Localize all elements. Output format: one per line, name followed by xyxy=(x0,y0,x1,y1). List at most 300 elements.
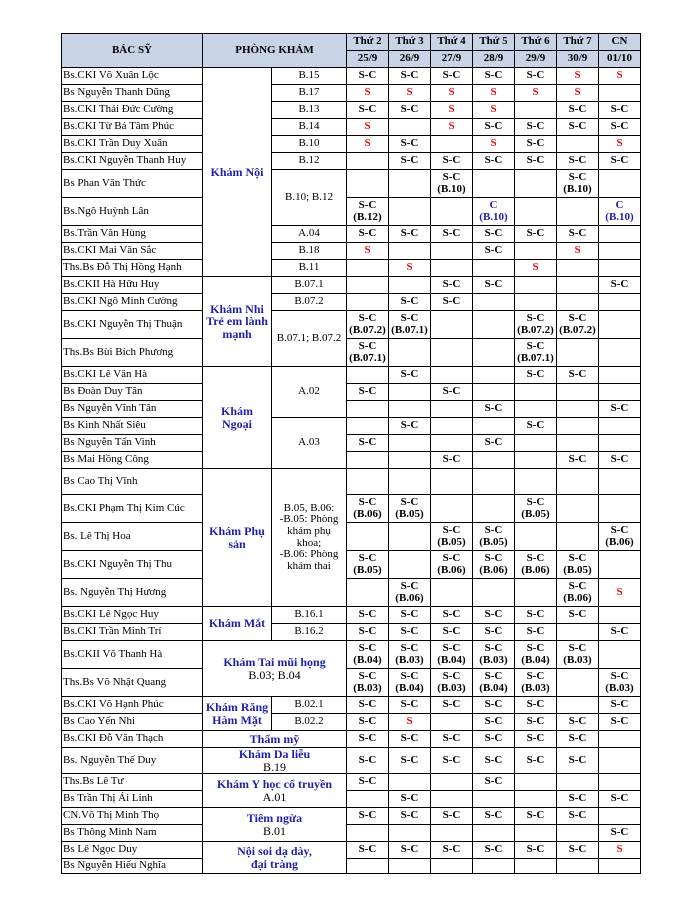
doctor-name: Bs.CKI Nguyễn Thị Thu xyxy=(62,551,203,579)
shift-cell xyxy=(599,523,641,551)
doctor-name: Bs.CKI Đỗ Văn Thạch xyxy=(62,731,203,748)
shift-cell xyxy=(347,495,389,523)
shift-cell xyxy=(431,294,473,311)
day-date: 28/9 xyxy=(473,51,515,68)
room-number xyxy=(272,367,347,418)
room-number xyxy=(272,277,347,294)
department-name: Thẩm mỹ xyxy=(249,731,300,746)
shift-cell xyxy=(347,791,389,808)
table-row xyxy=(62,102,641,119)
shift-cell xyxy=(347,119,389,136)
shift-code: S-C xyxy=(484,154,503,167)
shift-code: S-C xyxy=(484,753,503,766)
table-row xyxy=(62,469,641,495)
shift-cell xyxy=(557,551,599,579)
table-row xyxy=(62,714,641,731)
shift-cell xyxy=(557,748,599,774)
shift-code: S xyxy=(364,244,371,257)
shift-cell xyxy=(599,311,641,339)
room-line: -B.05: Phòng xyxy=(279,513,339,526)
shift-cell xyxy=(557,198,599,226)
shift-code: S xyxy=(616,843,623,856)
shift-cell xyxy=(389,226,431,243)
shift-cell xyxy=(389,624,431,641)
shift-cell xyxy=(431,260,473,277)
shift-code: S-C xyxy=(610,453,629,466)
clinic-column-header: PHÒNG KHÁM xyxy=(203,34,347,68)
department-name-line: Trẻ em lành xyxy=(206,314,268,329)
shift-cell xyxy=(473,607,515,624)
shift-cell xyxy=(347,669,389,697)
shift-code: S-C xyxy=(442,453,461,466)
shift-code: S-C xyxy=(484,775,503,788)
shift-cell xyxy=(389,243,431,260)
shift-cell xyxy=(599,136,641,153)
room-number xyxy=(272,153,347,170)
department-room-cell xyxy=(203,842,347,874)
table-row xyxy=(62,401,641,418)
shift-cell xyxy=(389,367,431,384)
shift-room: (B.05) xyxy=(563,563,592,576)
shift-code: S-C xyxy=(442,625,461,638)
doctor-name: Bs Cao Thị Vĩnh xyxy=(62,469,203,495)
shift-cell xyxy=(389,825,431,842)
shift-cell xyxy=(389,311,431,339)
room-number: B.19 xyxy=(262,759,286,774)
shift-cell xyxy=(431,551,473,579)
doctor-name: Bs.CKI Ngô Minh Cường xyxy=(62,294,203,311)
shift-room: (B.05) xyxy=(521,507,550,520)
table-row xyxy=(62,243,641,260)
room-number xyxy=(272,243,347,260)
shift-cell xyxy=(347,859,389,874)
shift-cell xyxy=(389,384,431,401)
shift-cell xyxy=(515,339,557,367)
day-name: Thứ 4 xyxy=(431,34,473,51)
room-line: B.07.1; B.07.2 xyxy=(276,331,342,344)
department-room-cell xyxy=(203,641,347,697)
day-name: Thứ 3 xyxy=(389,34,431,51)
table-row xyxy=(62,277,641,294)
shift-cell xyxy=(431,731,473,748)
shift-cell xyxy=(347,226,389,243)
shift-code: S-C xyxy=(358,715,377,728)
shift-room: (B.06) xyxy=(521,563,550,576)
shift-cell xyxy=(599,579,641,607)
shift-cell xyxy=(431,136,473,153)
shift-cell xyxy=(599,774,641,791)
shift-cell xyxy=(389,418,431,435)
shift-cell xyxy=(557,641,599,669)
shift-cell xyxy=(557,260,599,277)
shift-cell xyxy=(389,774,431,791)
doctor-name: Bs.CKII Hà Hữu Huy xyxy=(62,277,203,294)
shift-cell xyxy=(599,260,641,277)
shift-cell xyxy=(347,260,389,277)
room-line: B.16.1 xyxy=(294,608,324,621)
shift-cell xyxy=(389,731,431,748)
shift-room: (B.06) xyxy=(353,507,382,520)
shift-cell xyxy=(557,697,599,714)
shift-cell xyxy=(515,859,557,874)
shift-code: S-C xyxy=(568,579,587,592)
shift-cell xyxy=(431,226,473,243)
shift-cell xyxy=(389,469,431,495)
shift-cell xyxy=(557,731,599,748)
room-line: khám phụ xyxy=(287,524,331,537)
shift-cell xyxy=(473,339,515,367)
shift-cell xyxy=(347,551,389,579)
shift-cell xyxy=(557,243,599,260)
room-number xyxy=(272,102,347,119)
shift-code: S-C xyxy=(610,669,629,682)
shift-code: S-C xyxy=(358,198,377,211)
shift-code: S-C xyxy=(442,669,461,682)
shift-code: S-C xyxy=(358,103,377,116)
shift-room: (B.04) xyxy=(437,653,466,666)
room-line: B.10 xyxy=(298,137,320,150)
room-line: B.13 xyxy=(298,103,320,116)
shift-code: S xyxy=(406,715,413,728)
shift-cell xyxy=(347,825,389,842)
shift-cell xyxy=(431,495,473,523)
shift-room: (B.07.1) xyxy=(391,323,428,336)
shift-cell xyxy=(473,435,515,452)
shift-cell xyxy=(515,607,557,624)
shift-code: S-C xyxy=(484,551,503,564)
shift-cell xyxy=(599,294,641,311)
shift-cell xyxy=(515,384,557,401)
shift-cell xyxy=(599,825,641,842)
shift-cell xyxy=(389,808,431,825)
room-number xyxy=(272,311,347,367)
shift-code: S-C xyxy=(568,154,587,167)
shift-code: S-C xyxy=(568,120,587,133)
shift-cell xyxy=(599,243,641,260)
department-name xyxy=(203,607,272,641)
shift-cell xyxy=(347,842,389,859)
doctor-name: Bs Nguyễn Hiếu Nghĩa xyxy=(62,859,203,874)
shift-cell xyxy=(389,714,431,731)
shift-cell xyxy=(515,119,557,136)
shift-cell xyxy=(515,523,557,551)
shift-cell xyxy=(557,277,599,294)
table-row xyxy=(62,748,641,774)
shift-code: S-C xyxy=(358,809,377,822)
shift-cell xyxy=(347,311,389,339)
day-date: 27/9 xyxy=(431,51,473,68)
shift-room: (B.10) xyxy=(479,210,508,223)
shift-code: S-C xyxy=(442,154,461,167)
shift-code: S-C xyxy=(442,843,461,856)
shift-code: S-C xyxy=(568,641,587,654)
shift-room: (B.03) xyxy=(605,681,634,694)
shift-code: S-C xyxy=(400,641,419,654)
shift-cell xyxy=(431,435,473,452)
shift-code: S-C xyxy=(526,339,545,352)
table-row xyxy=(62,551,641,579)
shift-cell xyxy=(347,198,389,226)
shift-code: S xyxy=(490,137,497,150)
shift-cell xyxy=(515,136,557,153)
room-line: B.11 xyxy=(298,261,320,274)
table-row xyxy=(62,825,641,842)
room-line: B.12 xyxy=(298,154,320,167)
shift-code: S-C xyxy=(568,715,587,728)
shift-cell xyxy=(599,748,641,774)
shift-cell xyxy=(389,68,431,85)
shift-room: (B.10) xyxy=(437,182,466,195)
shift-cell xyxy=(557,119,599,136)
shift-cell xyxy=(389,170,431,198)
room-line: B.16.2 xyxy=(294,625,324,638)
department-name-line: sản xyxy=(228,536,246,551)
room-number xyxy=(272,607,347,624)
shift-room: (B.05) xyxy=(353,563,382,576)
shift-code: S-C xyxy=(358,698,377,711)
shift-cell xyxy=(557,774,599,791)
shift-room: (B.04) xyxy=(395,681,424,694)
shift-cell xyxy=(599,277,641,294)
shift-cell xyxy=(431,311,473,339)
shift-code: S-C xyxy=(358,625,377,638)
department-room-cell xyxy=(203,748,347,774)
shift-cell xyxy=(473,523,515,551)
table-row xyxy=(62,418,641,435)
shift-cell xyxy=(599,418,641,435)
shift-cell xyxy=(347,384,389,401)
shift-cell xyxy=(347,641,389,669)
department-room-cell xyxy=(203,731,347,748)
doctor-name: Bs Cao Yến Nhi xyxy=(62,714,203,731)
shift-cell xyxy=(473,452,515,469)
shift-code: S-C xyxy=(484,625,503,638)
shift-room: (B.07.1) xyxy=(517,351,554,364)
room-number xyxy=(272,469,347,607)
shift-code: S-C xyxy=(442,608,461,621)
department-name-line: Khám Nhi xyxy=(210,301,264,316)
table-row xyxy=(62,697,641,714)
doctor-name: Bs.CKI Nguyễn Thị Thuận xyxy=(62,311,203,339)
table-row xyxy=(62,774,641,791)
shift-code: S-C xyxy=(442,641,461,654)
shift-code: S-C xyxy=(526,732,545,745)
shift-cell xyxy=(473,669,515,697)
shift-cell xyxy=(473,714,515,731)
shift-room: (B.07.2) xyxy=(559,323,596,336)
doctor-name: Bs.CKI Thái Đức Cường xyxy=(62,102,203,119)
shift-cell xyxy=(431,774,473,791)
shift-code: S xyxy=(574,86,581,99)
shift-code: S-C xyxy=(400,732,419,745)
shift-cell xyxy=(515,624,557,641)
shift-code: S-C xyxy=(400,625,419,638)
shift-code: S-C xyxy=(400,154,419,167)
shift-cell xyxy=(515,85,557,102)
doctor-name: Bs. Nguyễn Thế Duy xyxy=(62,748,203,774)
shift-code: S-C xyxy=(358,551,377,564)
room-line: B.02.1 xyxy=(294,698,324,711)
shift-cell xyxy=(473,859,515,874)
shift-code: S-C xyxy=(442,732,461,745)
shift-code: S-C xyxy=(568,551,587,564)
shift-cell xyxy=(473,243,515,260)
shift-cell xyxy=(473,170,515,198)
shift-cell xyxy=(431,624,473,641)
shift-code: S xyxy=(406,86,413,99)
shift-cell xyxy=(473,102,515,119)
shift-code: S-C xyxy=(526,669,545,682)
shift-cell xyxy=(389,452,431,469)
doctor-name: Bs.CKI Mai Văn Sắc xyxy=(62,243,203,260)
shift-code: S-C xyxy=(400,419,419,432)
doctor-name: Bs.CKI Nguyễn Thanh Huy xyxy=(62,153,203,170)
shift-code: S-C xyxy=(526,809,545,822)
doctor-name: Bs.CKI Từ Bá Tâm Phúc xyxy=(62,119,203,136)
shift-code: S-C xyxy=(484,809,503,822)
shift-code: S-C xyxy=(526,698,545,711)
doctor-name: Bs.CKI Lê Văn Hà xyxy=(62,367,203,384)
doctor-name: CN.Võ Thị Minh Thọ xyxy=(62,808,203,825)
shift-code: S-C xyxy=(400,103,419,116)
shift-code: S-C xyxy=(484,120,503,133)
shift-cell xyxy=(473,641,515,669)
shift-cell xyxy=(515,401,557,418)
table-row xyxy=(62,226,641,243)
shift-cell xyxy=(431,791,473,808)
doctor-name: Bs. Nguyễn Thị Hương xyxy=(62,579,203,607)
shift-cell xyxy=(347,774,389,791)
shift-code: S-C xyxy=(610,826,629,839)
shift-code: S-C xyxy=(610,625,629,638)
shift-cell xyxy=(515,311,557,339)
shift-cell xyxy=(473,294,515,311)
room-number xyxy=(272,697,347,714)
shift-cell xyxy=(389,859,431,874)
table-row xyxy=(62,384,641,401)
shift-code: S xyxy=(616,137,623,150)
shift-code: S-C xyxy=(400,368,419,381)
shift-cell xyxy=(599,495,641,523)
shift-cell xyxy=(473,367,515,384)
shift-cell xyxy=(599,68,641,85)
shift-code: S xyxy=(574,69,581,82)
table-row xyxy=(62,624,641,641)
doctor-name: Bs.CKI Võ Hạnh Phúc xyxy=(62,697,203,714)
shift-code: S-C xyxy=(568,843,587,856)
shift-cell xyxy=(599,102,641,119)
shift-cell xyxy=(557,859,599,874)
department-name-line: Khám Phụ xyxy=(209,523,265,538)
shift-cell xyxy=(389,607,431,624)
shift-code: S-C xyxy=(484,278,503,291)
shift-cell xyxy=(347,277,389,294)
shift-code: S xyxy=(616,585,623,598)
shift-code: S-C xyxy=(568,792,587,805)
shift-code: S xyxy=(616,69,623,82)
room-number: A.01 xyxy=(262,789,287,804)
shift-code: S-C xyxy=(610,103,629,116)
shift-cell xyxy=(389,495,431,523)
shift-cell xyxy=(515,551,557,579)
shift-code: S-C xyxy=(442,278,461,291)
shift-cell xyxy=(431,607,473,624)
shift-code: S-C xyxy=(358,69,377,82)
shift-cell xyxy=(431,808,473,825)
table-row xyxy=(62,367,641,384)
shift-cell xyxy=(599,791,641,808)
shift-code: S-C xyxy=(400,495,419,508)
room-line: B.14 xyxy=(298,120,320,133)
department-name-line: Hàm Mặt xyxy=(212,712,262,727)
department-name-line: Khám Răng xyxy=(205,699,269,714)
shift-code: S-C xyxy=(568,103,587,116)
shift-room: (B.05) xyxy=(437,535,466,548)
shift-code: S-C xyxy=(610,523,629,536)
shift-cell xyxy=(473,551,515,579)
shift-cell xyxy=(389,748,431,774)
shift-cell xyxy=(515,277,557,294)
shift-cell xyxy=(473,384,515,401)
shift-code: S-C xyxy=(568,453,587,466)
doctor-name: Bs Nguyễn Tấn Vinh xyxy=(62,435,203,452)
shift-cell xyxy=(515,641,557,669)
shift-cell xyxy=(389,641,431,669)
schedule-table xyxy=(61,33,641,874)
shift-room: (B.03) xyxy=(563,653,592,666)
shift-cell xyxy=(515,714,557,731)
shift-cell xyxy=(515,697,557,714)
shift-code: S-C xyxy=(400,669,419,682)
shift-cell xyxy=(515,731,557,748)
shift-cell xyxy=(473,579,515,607)
room-number xyxy=(272,136,347,153)
shift-code: S-C xyxy=(484,843,503,856)
shift-cell xyxy=(599,339,641,367)
shift-code: S xyxy=(532,86,539,99)
shift-code: S-C xyxy=(442,69,461,82)
shift-cell xyxy=(599,731,641,748)
shift-cell xyxy=(473,119,515,136)
shift-cell xyxy=(431,859,473,874)
shift-room: (B.06) xyxy=(563,591,592,604)
table-row xyxy=(62,311,641,339)
shift-room: (B.12) xyxy=(353,210,382,223)
table-row xyxy=(62,452,641,469)
shift-cell xyxy=(473,825,515,842)
shift-cell xyxy=(347,68,389,85)
shift-cell xyxy=(473,226,515,243)
shift-cell xyxy=(473,495,515,523)
department-name xyxy=(203,697,272,731)
shift-cell xyxy=(557,825,599,842)
shift-code: S-C xyxy=(526,608,545,621)
table-row xyxy=(62,808,641,825)
department-name: Khám Da liễu xyxy=(238,747,311,761)
shift-cell xyxy=(431,384,473,401)
room-line: A.04 xyxy=(298,227,320,240)
day-date: 26/9 xyxy=(389,51,431,68)
doctor-name: Ths.Bs Võ Nhật Quang xyxy=(62,669,203,697)
department-name: Khám Tai mũi họng xyxy=(223,654,326,669)
table-row xyxy=(62,669,641,697)
shift-code: S-C xyxy=(442,698,461,711)
shift-cell xyxy=(347,170,389,198)
shift-cell xyxy=(431,523,473,551)
table-row xyxy=(62,579,641,607)
shift-code: S-C xyxy=(526,368,545,381)
shift-cell xyxy=(473,748,515,774)
